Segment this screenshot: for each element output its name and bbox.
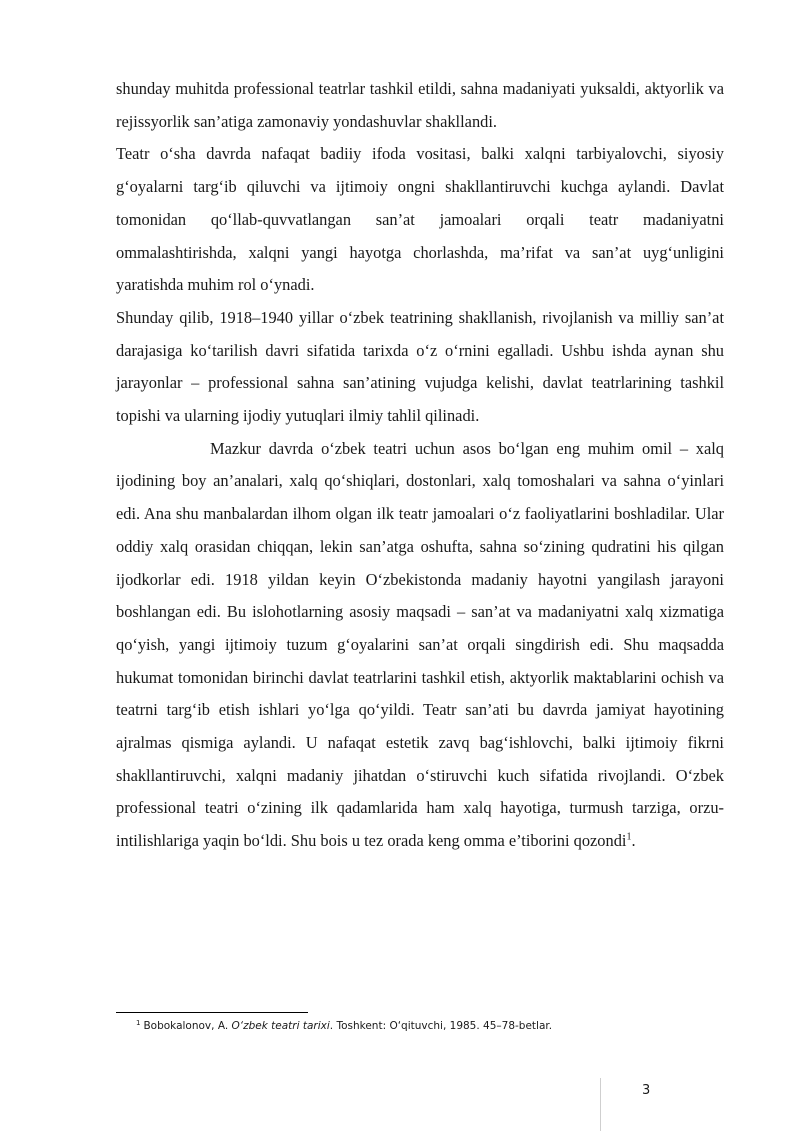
paragraph-4-text: Mazkur davrda o‘zbek teatri uchun asos bo‘lgan eng muhim omil – xalq ijodining boy an’analari, xalq qo‘shiqlari, dostonlari, xalq tomoshalari va sahna o‘yinlari edi. Ana shu manbalardan ilhom olgan ilk teatr jamoalari o‘z faoliyatlarini boshladilar. Ular oddiy xalq orasidan chiqqan, lekin san’atga oshufta, sahna so‘zining qudratini his qilgan ijodkorlar edi. 1918 yildan keyin O‘zbekistonda madaniy hayotni yangilash jarayoni boshlangan edi. Bu islohotlarning asosiy maqsadi – san’at va madaniyatni xalq xizmatiga qo‘yish, yangi ijtimoiy tuzum g‘oyalarini san’at orqali singdirish edi. Shu maqsadda hukumat tomonidan birinchi davlat teatrlarini tashkil etish, aktyorlik maktablarini ochish va teatrni targ‘ib etish ishlari yo‘lga qo‘yildi. Teatr san’ati bu davrda jamiyat hayotining ajralmas qismiga aylandi. U nafaqat estetik zavq bag‘ishlovchi, balki ijtimoiy fikrni shakllantiruvchi, xalqni madaniy jihatdan o‘stiruvchi kuch sifatida rivojlandi. O‘zbek professional teatri o‘zining ilk qadamlarida ham xalq hayotiga, turmush tarziga, orzu-intilishlariga yaqin bo‘ldi. Shu bois u tez orada keng omma e’tiborini qozondi <box>116 438 724 851</box>
paragraph-2: Teatr o‘sha davrda nafaqat badiiy ifoda vositasi, balki xalqni tarbiyalovchi, siyosiy g‘oyalarni targ‘ib qiluvchi va ijtimoiy ongni shakllantiruvchi kuchga aylandi. Davlat tomonidan qo‘llab-quvvatlangan san’at jamoalari orqali teatr madaniyatni ommalashtirishda, xalqni yangi hayotga chorlashda, ma’rifat va san’at uyg‘unligini yaratishda muhim rol o‘ynadi. <box>116 144 724 295</box>
footnote-author: Bobokalonov, A. <box>143 1020 232 1032</box>
footnote-number: 1 <box>136 1018 141 1027</box>
footnote <box>136 1019 716 1033</box>
paragraph-4: Mazkur davrda o‘zbek teatri uchun asos bo‘lgan eng muhim omil – xalq ijodining boy an’analari, xalq qo‘shiqlari, dostonlari, xalq tomoshalari va sahna o‘yinlari edi. Ana shu manbalardan ilhom olgan ilk teatr jamoalari o‘z faoliyatlarini boshladilar. Ular oddiy xalq orasidan chiqqan, lekin san’atga oshufta, sahna so‘zining qudratini his qilgan ijodkorlar edi. 1918 yildan keyin O‘zbekistonda madaniy hayotni yangilash jarayoni boshlangan edi. Bu islohotlarning asosiy maqsadi – san’at va madaniyatni xalq xizmatiga qo‘yish, yangi ijtimoiy tuzum g‘oyalarini san’at orqali singdirish edi. Shu maqsadda hukumat tomonidan birinchi davlat teatrlarini tashkil etish, aktyorlik maktablarini ochish va teatrni targ‘ib etish ishlari yo‘lga qo‘yildi. Teatr san’ati bu davrda jamiyat hayotining ajralmas qismiga aylandi. U nafaqat estetik zavq bag‘ishlovchi, balki ijtimoiy fikrni shakllantiruvchi, xalqni madaniy jihatdan o‘stiruvchi kuch sifatida rivojlandi. O‘zbek professional teatri o‘zining ilk qadamlarida ham xalq hayotiga, turmush tarziga, orzu-intilishlariga yaqin bo‘ldi. Shu bois u tez orada keng omma e’tiborini qozondi$^1$. <box>116 438 724 851</box>
footnote-publication: . Toshkent: O‘qituvchi, 1985. 45–78-betlar. <box>329 1020 553 1032</box>
body-text <box>116 73 724 858</box>
page-number: 3 <box>642 1083 651 1098</box>
footnote-separator <box>116 1012 308 1013</box>
footnote-reference[interactable]: 1 <box>626 831 632 843</box>
paragraph-1: shunday muhitda professional teatrlar tashkil etildi, sahna madaniyati yuksaldi, aktyorlik va rejissyorlik san’atiga zamonaviy yondashuvlar shakllandi. <box>116 79 724 131</box>
footnote-title: O‘zbek teatri tarixi <box>231 1020 330 1032</box>
paragraph-3: Shunday qilib, 1918–1940 yillar o‘zbek teatrining shakllanish, rivojlanish va milliy san’at darajasiga ko‘tarilish davri sifatida tarixda o‘z o‘rnini egalladi. Ushbu ishda aynan shu jarayonlar – professional sahna san’atining vujudga kelishi, davlat teatrlarining tashkil topishi va ularning ijodiy yutuqlari ilmiy tahlil qilinadi. <box>116 307 724 426</box>
page-number-divider <box>600 1078 601 1131</box>
